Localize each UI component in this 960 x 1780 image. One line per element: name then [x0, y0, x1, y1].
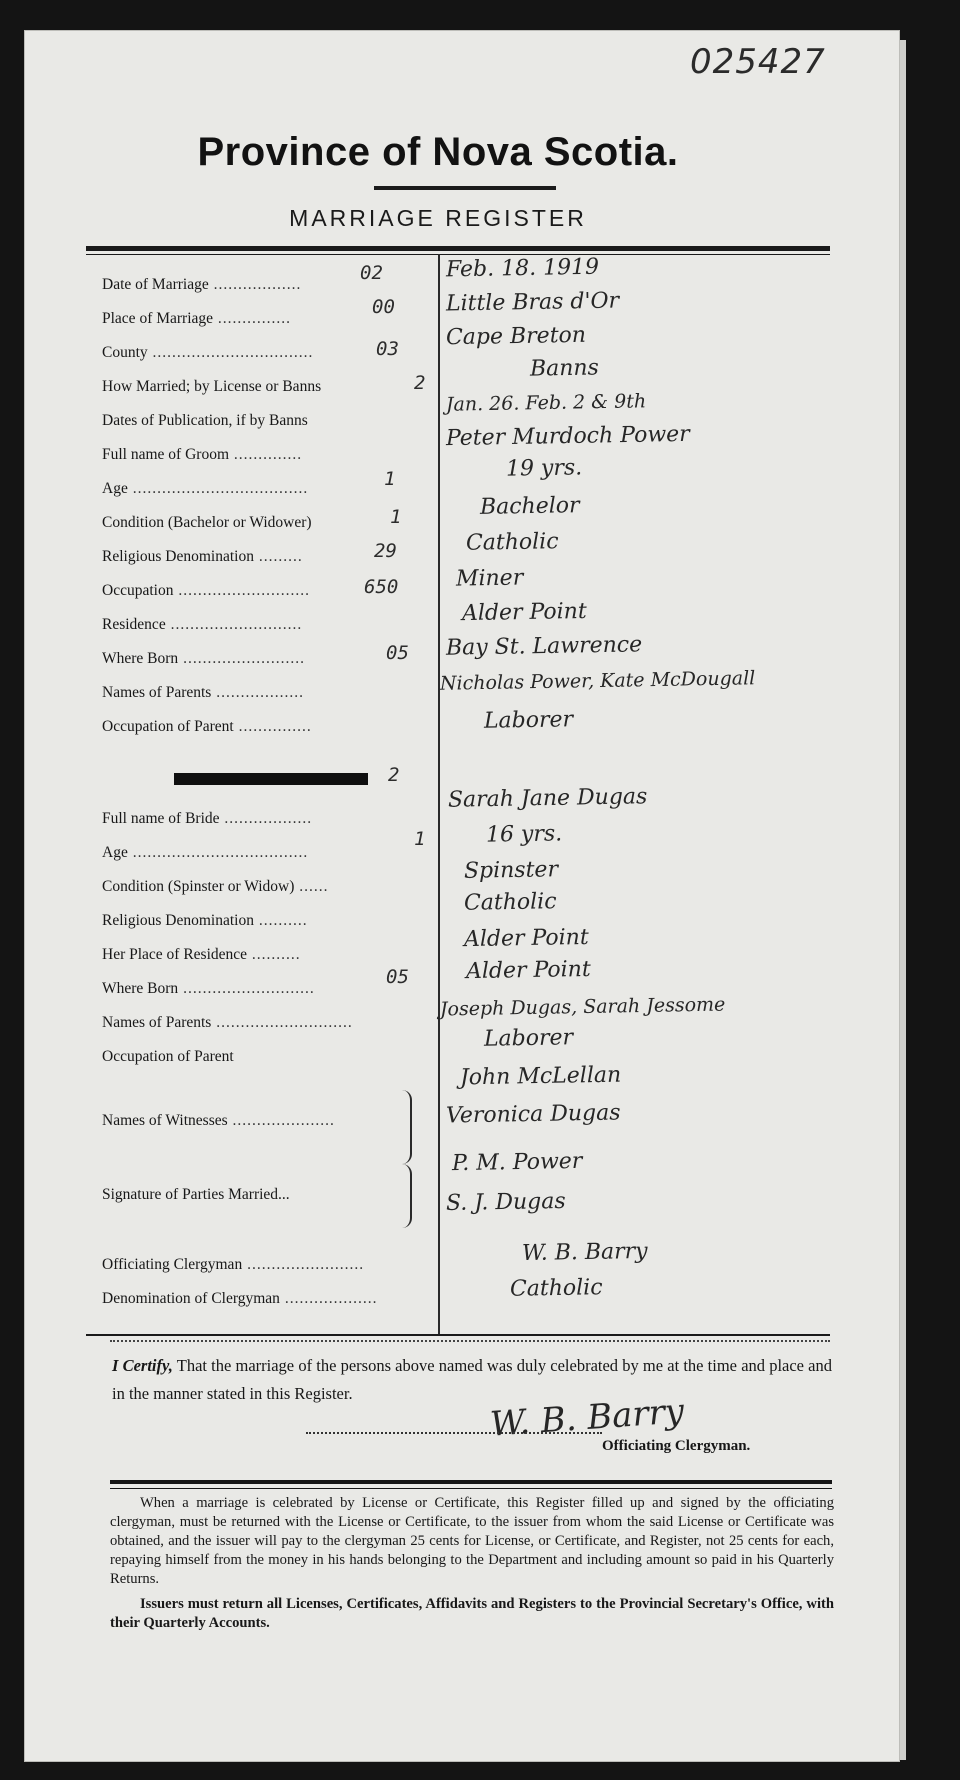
- field-value: 19 yrs.: [505, 455, 583, 482]
- signatures-label: Signature of Parties Married...: [102, 1186, 290, 1203]
- field-label: Place of Marriage ...............: [102, 310, 292, 327]
- field-label: County .................................: [102, 344, 314, 361]
- clergyman-value: W. B. Barry: [521, 1238, 648, 1267]
- field-value: Spinster: [463, 857, 559, 884]
- witnesses-brace: [396, 1090, 412, 1164]
- field-code: 05: [386, 966, 409, 988]
- field-code: 02: [360, 262, 383, 284]
- field-value: Bay St. Lawrence: [445, 632, 643, 661]
- field-code: 1: [384, 468, 396, 490]
- clergy-denomination-label: Denomination of Clergyman ...................: [102, 1290, 378, 1307]
- bride-section-code: 2: [388, 764, 400, 786]
- field-value: Feb. 18. 1919: [445, 254, 600, 283]
- field-value: Nicholas Power, Kate McDougall: [439, 667, 756, 695]
- field-value: 16 yrs.: [485, 821, 563, 848]
- field-label: Her Place of Residence ..........: [102, 946, 301, 963]
- clergy-denomination-value: Catholic: [509, 1275, 603, 1302]
- document-number: 025427: [690, 42, 826, 82]
- notice-rule: [110, 1480, 832, 1484]
- field-value: Alder Point: [465, 956, 591, 985]
- field-value: Cape Breton: [445, 322, 587, 351]
- notice-paragraph: When a marriage is celebrated by License or Certificate, this Register filled up and signed by the officiating clergyman, must be returned with the License or Certificate, to the issuer from whom the said License or Certificate was obtained, and the issuer will pay to the clergyman 25 cents for License, or Certificate, and Register, not 25 cents for each, repaying himself from the money in his hands belonging to the Department and including amount so paid in his Quarterly Returns.: [110, 1495, 834, 1587]
- field-value: Joseph Dugas, Sarah Jessome: [439, 993, 726, 1021]
- field-value: Sarah Jane Dugas: [447, 784, 648, 813]
- field-value: Jan. 26. Feb. 2 & 9th: [445, 390, 647, 416]
- signature-line: [306, 1432, 602, 1434]
- page-subtitle: MARRIAGE REGISTER: [289, 205, 587, 231]
- field-value: Alder Point: [461, 598, 587, 627]
- party-signature: P. M. Power: [451, 1148, 583, 1177]
- bride-section-bar: [174, 773, 368, 785]
- field-label: Age ....................................: [102, 844, 309, 861]
- field-label: Residence ...........................: [102, 616, 303, 633]
- field-code: 1: [414, 828, 426, 850]
- page-title: Province of Nova Scotia.: [197, 130, 679, 174]
- field-code: 05: [386, 642, 409, 664]
- field-value: Little Bras d'Or: [445, 288, 620, 317]
- form-bottom-rule: [86, 1334, 830, 1336]
- field-label: Condition (Spinster or Widow) ......: [102, 878, 329, 895]
- paper-edge: [900, 40, 906, 1760]
- field-code: 1: [390, 506, 402, 528]
- witnesses-label: Names of Witnesses .....................: [102, 1112, 335, 1129]
- field-value: Alder Point: [463, 924, 589, 953]
- title-divider: [374, 186, 556, 190]
- field-code: 00: [372, 296, 395, 318]
- witness-name: Veronica Dugas: [445, 1100, 621, 1129]
- field-label: How Married; by License or Banns: [102, 378, 322, 395]
- field-code: 29: [374, 540, 397, 562]
- field-label: Occupation ...........................: [102, 582, 310, 599]
- notice-block: [110, 1494, 834, 1639]
- field-label: Where Born .........................: [102, 650, 305, 667]
- certify-divider: [110, 1340, 830, 1342]
- header-rule-thin: [86, 254, 830, 255]
- signature-caption: Officiating Clergyman.: [602, 1438, 751, 1454]
- field-value: Catholic: [463, 889, 557, 916]
- field-label: Full name of Groom ..............: [102, 446, 303, 463]
- field-label: Religious Denomination ..........: [102, 912, 308, 929]
- field-label: Names of Parents ..................: [102, 684, 304, 701]
- notice-paragraph: Issuers must return all Licenses, Certificates, Affidavits and Registers to the Provincial Secretary's Office, with their Quarterly Accounts.: [110, 1596, 834, 1631]
- certification-text: I Certify, That the marriage of the persons above named was duly celebrated by me at the time and place and in the manner stated in this Register.: [112, 1356, 833, 1403]
- field-code: 650: [364, 576, 399, 598]
- field-label: Where Born ...........................: [102, 980, 315, 997]
- witness-name: John McLellan: [459, 1062, 622, 1091]
- field-label: Date of Marriage ..................: [102, 276, 302, 293]
- field-value: Banns: [529, 355, 600, 382]
- field-value: Catholic: [465, 529, 559, 556]
- field-code: 03: [376, 338, 399, 360]
- field-label: Dates of Publication, if by Banns: [102, 412, 308, 429]
- clergyman-signature: W. B. Barry: [488, 1391, 686, 1445]
- column-divider: [438, 254, 440, 1334]
- field-code: 2: [414, 372, 426, 394]
- clergyman-label: Officiating Clergyman ........................: [102, 1256, 365, 1273]
- field-label: Age ....................................: [102, 480, 309, 497]
- notice-rule-thin: [110, 1488, 832, 1489]
- field-label: Occupation of Parent ...............: [102, 718, 312, 735]
- signatures-brace: [396, 1164, 412, 1228]
- field-value: Laborer: [483, 707, 574, 734]
- header-rule: [86, 246, 830, 251]
- field-value: Laborer: [483, 1025, 574, 1052]
- field-label: Religious Denomination .........: [102, 548, 303, 565]
- field-value: Bachelor: [479, 493, 580, 520]
- field-label: Full name of Bride ..................: [102, 810, 313, 827]
- field-value: Miner: [455, 565, 524, 592]
- field-label: Names of Parents ............................: [102, 1014, 353, 1031]
- party-signature: S. J. Dugas: [445, 1188, 566, 1217]
- field-label: Occupation of Parent: [102, 1048, 234, 1065]
- field-label: Condition (Bachelor or Widower): [102, 514, 312, 531]
- field-value: Peter Murdoch Power: [445, 421, 690, 452]
